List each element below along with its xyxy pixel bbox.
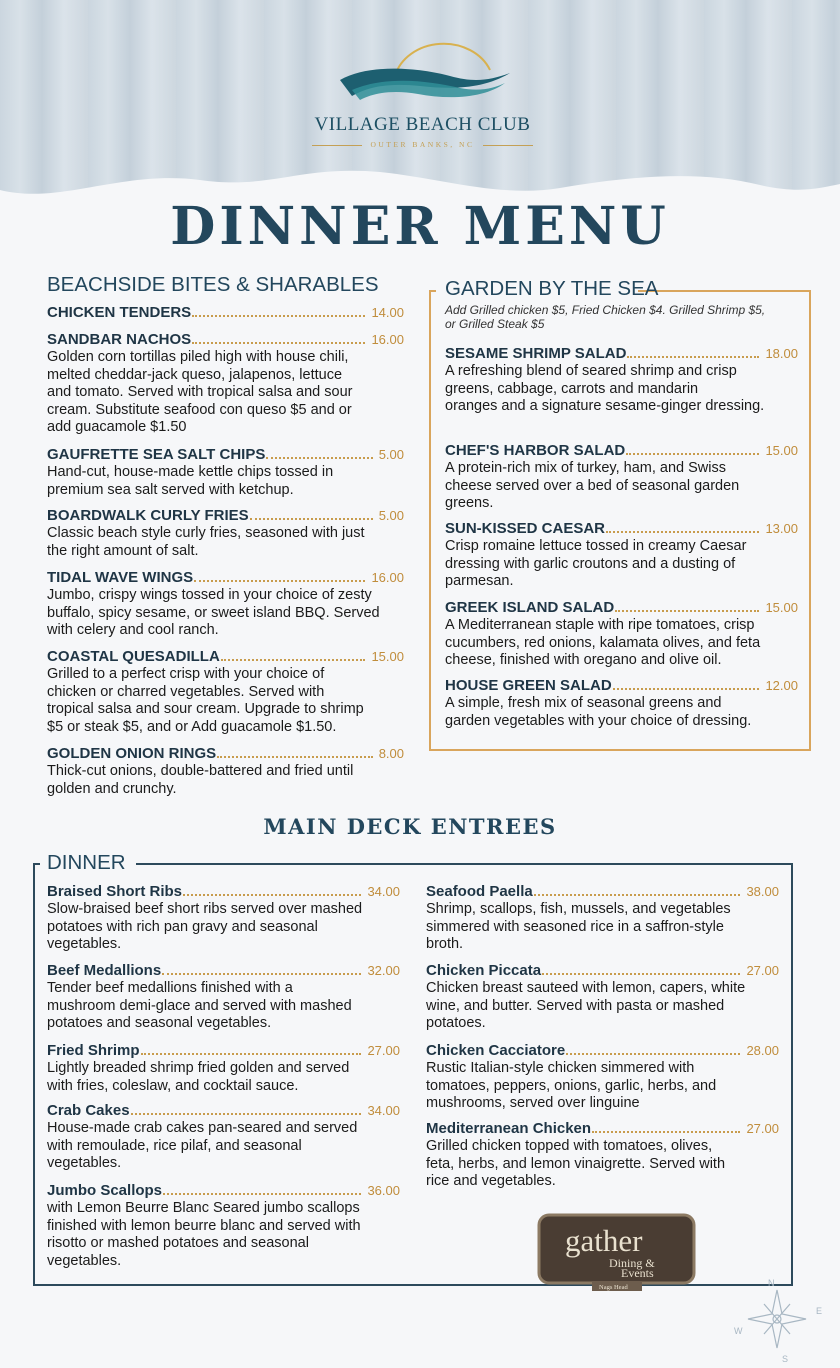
menu-item-description: Golden corn tortillas piled high with house chili, <box>47 349 349 365</box>
section-title-entrees: MAIN DECK ENTREES <box>263 814 557 839</box>
menu-item <box>445 519 798 591</box>
menu-item <box>445 598 798 670</box>
menu-item <box>426 1041 779 1113</box>
menu-item <box>445 441 798 513</box>
menu-item-name: Braised Short Ribs <box>47 883 183 900</box>
dot-leader <box>183 894 361 896</box>
menu-item-description: feta, herbs, and lemon vinaigrette. Served with <box>426 1155 726 1172</box>
menu-item-description: dressing with garlic croutons and a dusting of <box>445 555 736 572</box>
menu-item-description: Grilled to a perfect crisp with your choice of <box>47 666 325 682</box>
menu-item-header <box>445 676 798 695</box>
menu-item-header <box>47 961 400 980</box>
menu-item-name: COASTAL QUESADILLA <box>47 648 220 665</box>
menu-item-description: with remoulade, rice pilaf, and seasonal <box>47 1137 302 1154</box>
menu-item-description: greens, cabbage, carrots and mandarin <box>445 380 699 397</box>
dot-leader <box>162 973 361 975</box>
menu-item-name: HOUSE GREEN SALAD <box>445 677 612 694</box>
menu-item-description: potatoes with rich pan gravy and seasonal <box>47 918 318 935</box>
dot-leader <box>192 342 365 344</box>
menu-item-header <box>47 568 404 587</box>
menu-item <box>426 882 779 954</box>
menu-item-description: buffalo, spicy sesame, or sweet island BBQ. Served <box>47 604 380 621</box>
compass-n: N <box>768 1278 775 1288</box>
menu-item-header <box>47 330 404 349</box>
menu-item-name: GOLDEN ONION RINGS <box>47 745 217 762</box>
page-title: DINNER MENU <box>170 196 670 257</box>
menu-item-header <box>47 303 404 322</box>
menu-item-description: with celery and cool ranch. <box>47 622 219 639</box>
menu-item-description: melted cheddar-jack queso, jalapenos, lettuce <box>47 366 343 383</box>
menu-item-header <box>426 882 779 901</box>
menu-item-description: Classic beach style curly fries, seasoned with just <box>47 525 365 541</box>
menu-item-description: greens. <box>445 495 494 512</box>
menu-item-description: risotto or mashed potatoes and seasonal <box>47 1235 309 1252</box>
menu-item <box>47 330 404 437</box>
menu-item-description: rice and vegetables. <box>426 1173 556 1190</box>
menu-item-description: simmered with seasoned rice in a saffron-style <box>426 918 724 935</box>
menu-item-price: 18.00 <box>765 346 798 361</box>
menu-item-name: SANDBAR NACHOS <box>47 331 192 348</box>
menu-item-description: Shrimp, scallops, fish, mussels, and vegetables <box>426 901 731 917</box>
dot-leader <box>192 315 365 317</box>
menu-item-description: vegetables. <box>47 1252 122 1269</box>
menu-item-description: mushroom demi-glace and served with mashed <box>47 997 352 1014</box>
menu-item-description: golden and crunchy. <box>47 780 177 797</box>
menu-item-price: 8.00 <box>378 746 404 761</box>
menu-item-description: potatoes. <box>426 1015 486 1032</box>
menu-item-price: 16.00 <box>371 570 404 585</box>
menu-item <box>47 882 400 954</box>
menu-item-header <box>445 519 798 538</box>
menu-item-header <box>426 1119 779 1138</box>
menu-item-price: 13.00 <box>765 521 798 536</box>
dot-leader <box>627 356 759 358</box>
menu-item-price: 15.00 <box>765 600 798 615</box>
menu-item-description: $5 or steak $5, and or Add guacamole $1.50. <box>47 718 337 735</box>
menu-item <box>426 1119 779 1191</box>
dot-leader <box>217 756 373 758</box>
menu-item-header <box>445 441 798 460</box>
menu-item-description: cream. Substitute seafood con queso $5 and or <box>47 401 352 418</box>
menu-item <box>445 344 798 416</box>
menu-item-description: vegetables. <box>47 1155 122 1172</box>
menu-item-name: Chicken Piccata <box>426 962 542 979</box>
menu-item-price: 5.00 <box>378 447 404 462</box>
dot-leader <box>131 1113 362 1115</box>
menu-item-price: 12.00 <box>765 678 798 693</box>
menu-item-header <box>426 961 779 980</box>
menu-item-name: Beef Medallions <box>47 962 162 979</box>
compass-e: E <box>816 1306 823 1316</box>
menu-item-description: Lightly breaded shrimp fried golden and served <box>47 1060 350 1076</box>
menu-item-description: the right amount of salt. <box>47 542 199 559</box>
menu-item-description: broth. <box>426 936 464 953</box>
menu-item-header <box>47 506 404 525</box>
menu-item-description: A simple, fresh mix of seasonal greens and <box>445 695 722 711</box>
menu-item-name: CHICKEN TENDERS <box>47 304 192 321</box>
menu-item-name: Seafood Paella <box>426 883 533 900</box>
menu-item-name: Fried Shrimp <box>47 1042 140 1059</box>
menu-item-description: mushrooms, served over linguine <box>426 1095 640 1112</box>
menu-item-name: GREEK ISLAND SALAD <box>445 599 615 616</box>
menu-item-description: Jumbo, crispy wings tossed in your choice of zesty <box>47 587 372 603</box>
gather-logo <box>537 1213 696 1291</box>
menu-item-description: Hand-cut, house-made kettle chips tossed in <box>47 464 334 480</box>
menu-item-price: 16.00 <box>371 332 404 347</box>
menu-item-description: potatoes and seasonal vegetables. <box>47 1015 272 1032</box>
menu-item-price: 15.00 <box>765 443 798 458</box>
menu-item <box>47 506 404 560</box>
menu-item <box>47 303 404 322</box>
menu-item-description: and tomato. Served with tropical salsa and sour <box>47 384 353 401</box>
menu-item-name: Jumbo Scallops <box>47 1182 163 1199</box>
compass-w: W <box>734 1326 743 1336</box>
menu-item-name: Chicken Cacciatore <box>426 1042 566 1059</box>
menu-item-description: Thick-cut onions, double-battered and fried until <box>47 763 354 779</box>
menu-item-price: 32.00 <box>367 963 400 978</box>
menu-item-description: Slow-braised beef short ribs served over mashed <box>47 901 363 917</box>
menu-item-description: garden vegetables with your choice of dressing. <box>445 712 752 729</box>
menu-item-description: wine, and butter. Served with pasta or mashed <box>426 997 725 1014</box>
menu-item-price: 14.00 <box>371 305 404 320</box>
compass-s: S <box>782 1354 789 1364</box>
menu-item-price: 38.00 <box>746 884 779 899</box>
addons-line: Add Grilled chicken $5, Fried Chicken $4. Grilled Shrimp $5, <box>445 303 766 317</box>
menu-item-header <box>47 647 404 666</box>
dot-leader <box>615 610 759 612</box>
menu-item-header <box>47 1181 400 1200</box>
menu-item-description: tomatoes, peppers, onions, garlic, herbs, and <box>426 1077 717 1094</box>
section-title-bites: BEACHSIDE BITES & SHARABLES <box>47 273 379 296</box>
menu-item-description: Chicken breast sauteed with lemon, capers, white <box>426 980 746 996</box>
dot-leader <box>534 894 741 896</box>
menu-item-price: 27.00 <box>367 1043 400 1058</box>
menu-item <box>47 568 404 640</box>
menu-item <box>445 676 798 730</box>
menu-item-price: 27.00 <box>746 1121 779 1136</box>
dot-leader <box>566 1053 740 1055</box>
menu-item <box>47 1181 400 1270</box>
menu-item <box>426 961 779 1033</box>
menu-item-description: chicken or charred vegetables. Served with <box>47 683 325 700</box>
menu-item-header <box>47 882 400 901</box>
gather-place: Nags Head <box>599 1284 628 1291</box>
menu-item-header <box>47 1101 400 1120</box>
village-beach-club-logo <box>300 28 545 158</box>
menu-item-name: BOARDWALK CURLY FRIES <box>47 507 249 524</box>
menu-item-description: A protein-rich mix of turkey, ham, and Swiss <box>445 460 726 476</box>
dot-leader <box>613 688 760 690</box>
menu-item-price: 15.00 <box>371 649 404 664</box>
menu-item <box>47 1101 400 1173</box>
menu-item <box>47 961 400 1033</box>
menu-item-name: GAUFRETTE SEA SALT CHIPS <box>47 446 266 463</box>
addons-line: or Grilled Steak $5 <box>445 317 545 331</box>
menu-item-price: 5.00 <box>378 508 404 523</box>
gather-line2: Events <box>621 1266 654 1280</box>
dot-leader <box>250 518 373 520</box>
section-title-dinner: DINNER <box>47 851 126 874</box>
menu-item-description: A refreshing blend of seared shrimp and crisp <box>445 363 737 379</box>
dot-leader <box>606 531 759 533</box>
section-title-garden: GARDEN BY THE SEA <box>445 277 659 300</box>
gather-word: gather <box>565 1223 643 1258</box>
dot-leader <box>194 580 365 582</box>
menu-item-price: 36.00 <box>367 1183 400 1198</box>
menu-item-header <box>445 344 798 363</box>
garden-addons <box>445 303 765 331</box>
menu-item-description: finished with lemon beurre blanc and served with <box>47 1217 361 1234</box>
menu-item-price: 34.00 <box>367 884 400 899</box>
menu-item-description: A Mediterranean staple with ripe tomatoes, crisp <box>445 617 755 633</box>
menu-item-name: TIDAL WAVE WINGS <box>47 569 194 586</box>
menu-item-description: with fries, coleslaw, and cocktail sauce. <box>47 1077 299 1094</box>
dot-leader <box>221 659 366 661</box>
menu-item <box>47 445 404 499</box>
menu-item-description: add guacamole $1.50 <box>47 419 187 436</box>
logo-divider-right <box>483 145 533 146</box>
menu-item-description: cheese, finished with oregano and olive oil. <box>445 652 722 669</box>
dot-leader <box>266 457 372 459</box>
menu-item-description: with Lemon Beurre Blanc Seared jumbo scallops <box>47 1200 360 1216</box>
dot-leader <box>592 1131 740 1133</box>
menu-item-name: Crab Cakes <box>47 1102 130 1119</box>
menu-item-header <box>426 1041 779 1060</box>
menu-item-description: premium sea salt served with ketchup. <box>47 481 294 498</box>
menu-item-description: cheese served over a bed of seasonal garden <box>445 477 740 494</box>
menu-item-name: SUN-KISSED CAESAR <box>445 520 606 537</box>
menu-item-description: Rustic Italian-style chicken simmered with <box>426 1060 695 1076</box>
logo-name: VILLAGE BEACH CLUB <box>314 114 531 135</box>
dot-leader <box>542 973 740 975</box>
menu-item-price: 28.00 <box>746 1043 779 1058</box>
menu-item-name: SESAME SHRIMP SALAD <box>445 345 627 362</box>
menu-item-description: parmesan. <box>445 573 514 590</box>
compass-rose-icon <box>720 1272 830 1364</box>
menu-item-description: tropical salsa and sour cream. Upgrade to shrimp <box>47 701 364 718</box>
menu-item-description: House-made crab cakes pan-seared and served <box>47 1120 358 1136</box>
menu-item-description: Tender beef medallions finished with a <box>47 980 293 996</box>
menu-item-description: cucumbers, red onions, kalamata olives, and feta <box>445 634 761 651</box>
dot-leader <box>626 453 759 455</box>
menu-item-price: 34.00 <box>367 1103 400 1118</box>
dot-leader <box>141 1053 362 1055</box>
dot-leader <box>163 1193 361 1195</box>
menu-item-name: Mediterranean Chicken <box>426 1120 592 1137</box>
gather-line1: Dining & <box>609 1256 655 1270</box>
menu-item <box>47 1041 400 1095</box>
menu-item <box>47 744 404 798</box>
menu-item-header <box>47 1041 400 1060</box>
logo-location: OUTER BANKS, NC <box>370 140 475 149</box>
menu-item-description: Crisp romaine lettuce tossed in creamy Caesar <box>445 538 747 554</box>
menu-item-header <box>47 445 404 464</box>
menu-item-description: vegetables. <box>47 936 122 953</box>
sunset-wave-icon <box>300 28 545 118</box>
menu-item-description: oranges and a signature sesame-ginger dressing. <box>445 398 765 415</box>
menu-item-description: Grilled chicken topped with tomatoes, olives, <box>426 1138 713 1154</box>
menu-item-header <box>445 598 798 617</box>
menu-item-price: 27.00 <box>746 963 779 978</box>
menu-item-name: CHEF'S HARBOR SALAD <box>445 442 626 459</box>
menu-item-header <box>47 744 404 763</box>
menu-item <box>47 647 404 736</box>
